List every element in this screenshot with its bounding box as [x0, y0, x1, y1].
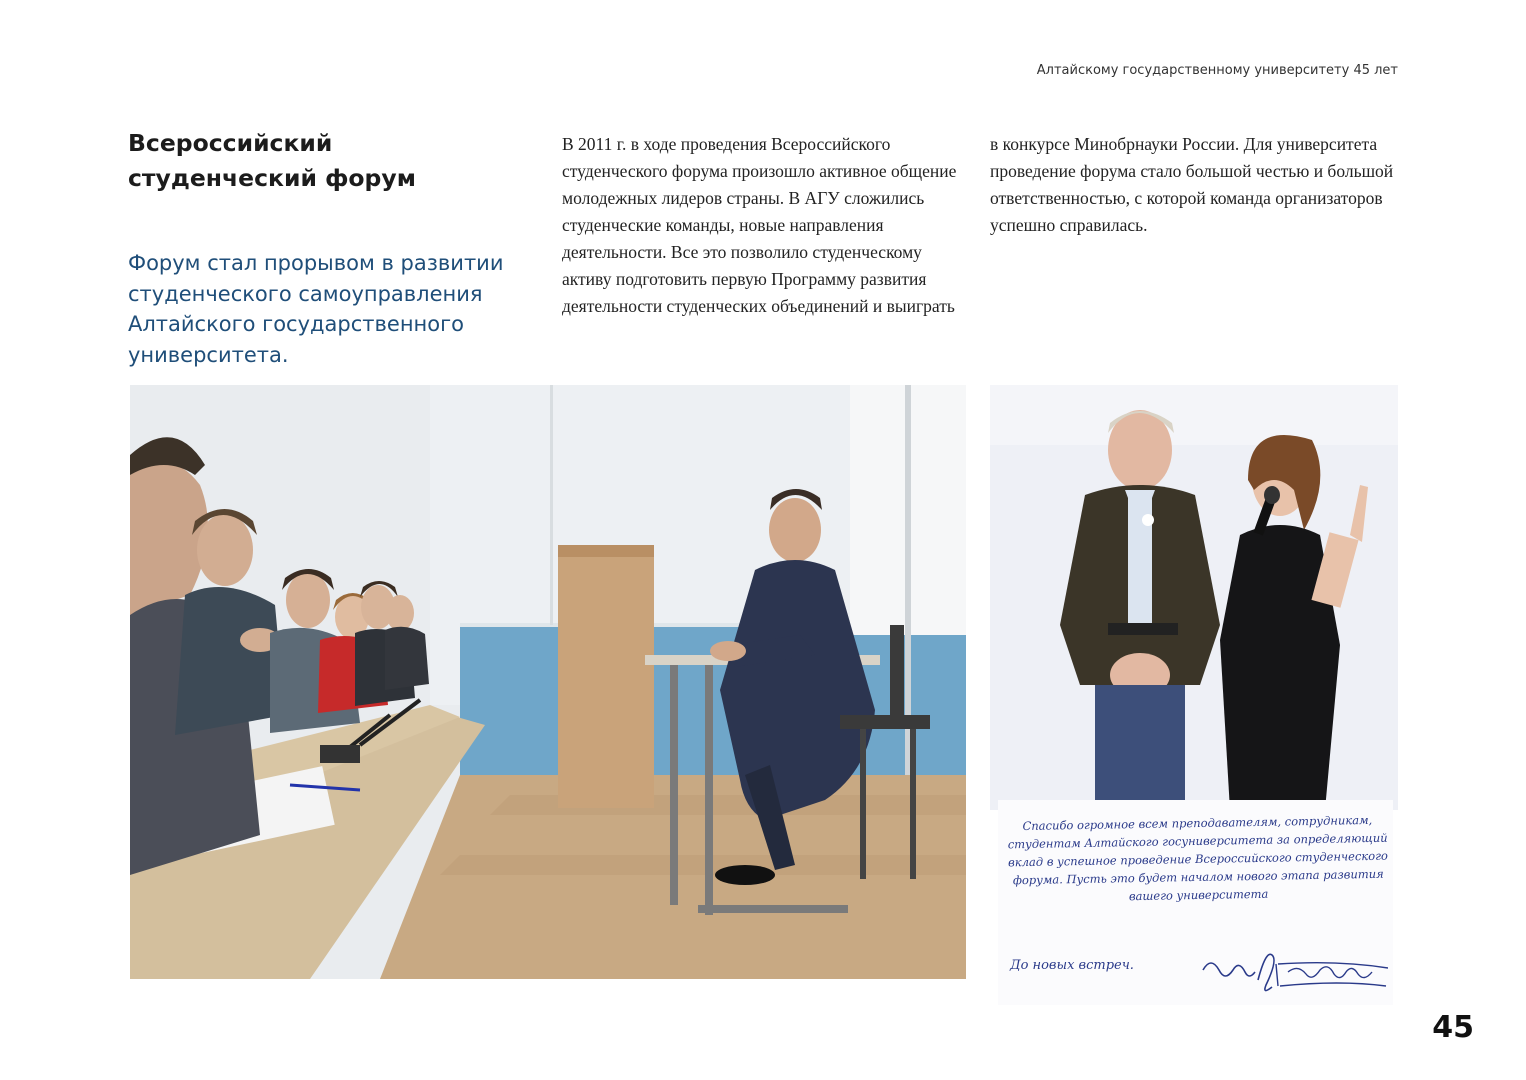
note-text: Спасибо огромное всем преподавателям, сотрудникам, студентам Алтайского госуниверситета за определяющий вклад в успешное проведение Всероссийского студенческого форума. Пусть это будет началом нового этапа развития вашего университета — [1007, 812, 1389, 904]
page-number: 45 — [1432, 1010, 1474, 1045]
body-column-1: В 2011 г. в ходе проведения Всероссийского студенческого форума произошло активное общение молодежных лидеров страны. В АГУ сложились студенческие команды, новые направления деятельности. Все это позволило студенческому активу подготовить первую Программу развития деятельности студенческих объединений и выиграть — [562, 134, 957, 316]
handwritten-note — [998, 800, 1393, 1005]
signature — [1198, 950, 1388, 995]
meeting-photo — [130, 385, 966, 979]
running-head: Алтайскому государственному университету 45 лет — [1036, 63, 1398, 78]
article-lead: Форум стал прорывом в развитии студенческого самоуправления Алтайского государственного университета. — [128, 251, 504, 367]
body-column-2: в конкурсе Минобрнауки России. Для университета проведение форума стало большой честью и большой ответственностью, с которой команда организаторов успешно справилась. — [990, 134, 1394, 235]
note-closing: До новых встреч. — [1010, 958, 1134, 973]
speakers-photo — [990, 385, 1398, 810]
article-title: Всероссийский студенческий форум — [128, 129, 416, 192]
